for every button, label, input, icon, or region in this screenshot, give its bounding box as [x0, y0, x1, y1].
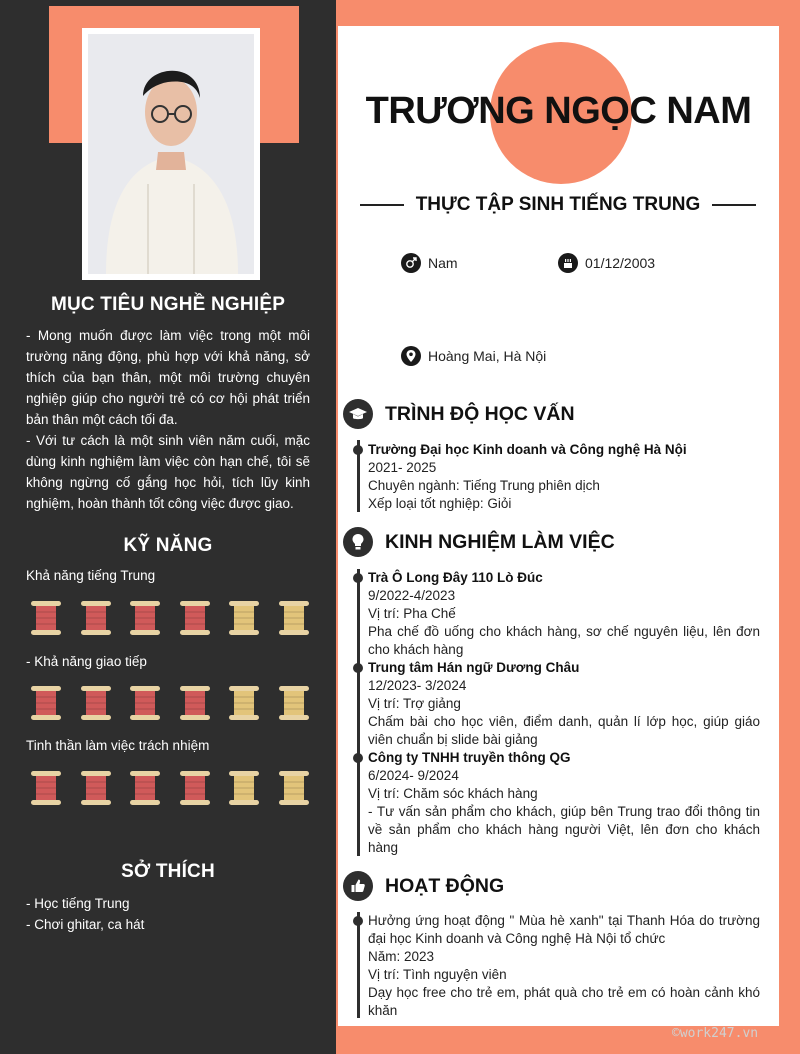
spool-filled-icon: [80, 685, 112, 721]
birthday-info: [558, 253, 655, 273]
goal-paragraph-1: - Mong muốn được làm việc trong một môi trường năng động, phù hợp với khả năng, sở thích của bạn thân, một môi trường chuyên nghiệp giúp cho người trẻ có cơ hội phát triển bản thân một cách tối đa.: [26, 328, 310, 427]
experience-timeline: [357, 569, 360, 856]
education-years: 2021- 2025: [368, 460, 437, 475]
activity-details: Dạy học free cho trẻ em, phát quà cho trẻ em có hoàn cảnh khó khăn: [368, 985, 760, 1018]
person-illustration: [88, 34, 254, 274]
spool-filled-icon: [30, 600, 62, 636]
spool-filled-icon: [179, 770, 211, 806]
lightbulb-icon: [343, 527, 373, 557]
experience-period: 9/2022-4/2023: [368, 588, 456, 603]
divider: [712, 204, 756, 206]
thumbs-up-icon: [343, 871, 373, 901]
gender-icon: [401, 253, 421, 273]
activity-year: Năm: 2023: [368, 949, 435, 964]
experience-position: Vị trí: Pha Chế: [368, 606, 456, 621]
skill-label-chinese: Khả năng tiếng Trung: [26, 568, 156, 583]
spool-filled-icon: [30, 770, 62, 806]
timeline-dot: [353, 445, 363, 455]
activity-description: Hưởng ứng hoạt động " Mùa hè xanh" tại Thanh Hóa do trường đại học Kinh doanh và Công nghệ Hà Nội tổ chức: [368, 913, 760, 946]
timeline-dot: [353, 573, 363, 583]
experience-position: Vị trí: Trợ giảng: [368, 696, 461, 711]
spool-filled-icon: [80, 600, 112, 636]
experience-period: 6/2024- 9/2024: [368, 768, 459, 783]
hobbies-title: SỞ THÍCH: [121, 861, 215, 882]
experience-entry: [368, 569, 760, 659]
education-heading: [343, 399, 575, 429]
graduation-cap-icon: [343, 399, 373, 429]
experience-period: 12/2023- 3/2024: [368, 678, 467, 693]
experience-title: KINH NGHIỆM LÀM VIỆC: [385, 530, 615, 553]
gender-value: Nam: [428, 255, 458, 271]
skill-rating-chinese: [30, 600, 310, 636]
spool-filled-icon: [30, 685, 62, 721]
school-name: Trường Đại học Kinh doanh và Công nghệ Hà Nội: [368, 442, 687, 457]
spool-empty-icon: [278, 600, 310, 636]
goal-title: MỤC TIÊU NGHỀ NGHIỆP: [50, 294, 286, 315]
spool-empty-icon: [228, 600, 260, 636]
birthday-value: 01/12/2003: [585, 255, 656, 271]
spool-filled-icon: [179, 600, 211, 636]
education-entry: [368, 441, 760, 513]
education-major: Chuyên ngành: Tiếng Trung phiên dịch: [368, 478, 600, 493]
activity-entry: [368, 912, 760, 1020]
activity-position: Vị trí: Tình nguyện viên: [368, 967, 507, 982]
timeline-dot: [353, 753, 363, 763]
experience-heading: [343, 527, 615, 557]
divider: [360, 204, 404, 206]
activities-heading: [343, 871, 504, 901]
company-name: Công ty TNHH truyền thông QG: [368, 750, 571, 765]
address-info: [401, 346, 546, 366]
experience-description: Pha chế đồ uống cho khách hàng, sơ chế nguyên liệu, lên đơn cho khách hàng: [368, 624, 760, 657]
activities-title: HOẠT ĐỘNG: [385, 874, 505, 897]
skill-label-communication: - Khả năng giao tiếp: [26, 654, 147, 669]
spool-filled-icon: [129, 600, 161, 636]
experience-entry: [368, 749, 760, 857]
company-name: Trà Ô Long Đây 110 Lò Đúc: [368, 570, 543, 585]
watermark: ©work247.vn: [672, 1026, 759, 1041]
timeline-dot: [353, 916, 363, 926]
company-name: Trung tâm Hán ngữ Dương Châu: [368, 660, 580, 675]
profile-photo: [82, 28, 260, 280]
skill-rating-responsibility: [30, 770, 310, 806]
experience-description: Chấm bài cho học viên, điểm danh, quản lí lớp học, giúp giáo viên chuẩn bị slide bài giảng: [368, 714, 760, 747]
spool-empty-icon: [278, 685, 310, 721]
spool-filled-icon: [179, 685, 211, 721]
address-value: Hoàng Mai, Hà Nội: [428, 348, 547, 364]
activities-timeline: [357, 912, 360, 1018]
experience-description: - Tư vấn sản phẩm cho khách, giúp bên Trung trao đổi thông tin về sản phẩm cho khách hàng người Việt, lên đơn cho khách hàng: [368, 804, 760, 855]
experience-position: Vị trí: Chăm sóc khách hàng: [368, 786, 538, 801]
timeline-dot: [353, 663, 363, 673]
spool-empty-icon: [278, 770, 310, 806]
skill-rating-communication: [30, 685, 310, 721]
cake-icon: [558, 253, 578, 273]
spool-empty-icon: [228, 685, 260, 721]
goal-paragraph-2: - Với tư cách là một sinh viên năm cuối, mặc dùng kinh nghiệm làm việc còn hạn chế, tôi sẽ không ngừng cố gắng học hỏi, tích lũy kinh nghiệm, hoàn thành tốt công việc được giao.: [26, 433, 310, 511]
hobby-item: - Chơi ghitar, ca hát: [26, 917, 145, 932]
education-title: TRÌNH ĐỘ HỌC VẤN: [385, 402, 575, 425]
job-title-row: [360, 194, 756, 216]
experience-entry: [368, 659, 760, 749]
spool-filled-icon: [80, 770, 112, 806]
skills-title: KỸ NĂNG: [123, 535, 213, 556]
hobby-item: - Học tiếng Trung: [26, 896, 130, 911]
spool-filled-icon: [129, 685, 161, 721]
spool-filled-icon: [129, 770, 161, 806]
goal-text: [26, 325, 310, 514]
candidate-name: TRƯƠNG NGỌC NAM: [365, 90, 752, 132]
spool-empty-icon: [228, 770, 260, 806]
education-grade: Xếp loại tốt nghiệp: Giỏi: [368, 496, 512, 511]
gender-info: [401, 253, 458, 273]
skill-label-responsibility: Tinh thần làm việc trách nhiệm: [26, 738, 210, 753]
job-title: THỰC TẬP SINH TIẾNG TRUNG: [415, 194, 701, 215]
avatar: [88, 34, 254, 274]
location-pin-icon: [401, 346, 421, 366]
left-column: [0, 0, 336, 1054]
hobby-list: [26, 893, 144, 935]
